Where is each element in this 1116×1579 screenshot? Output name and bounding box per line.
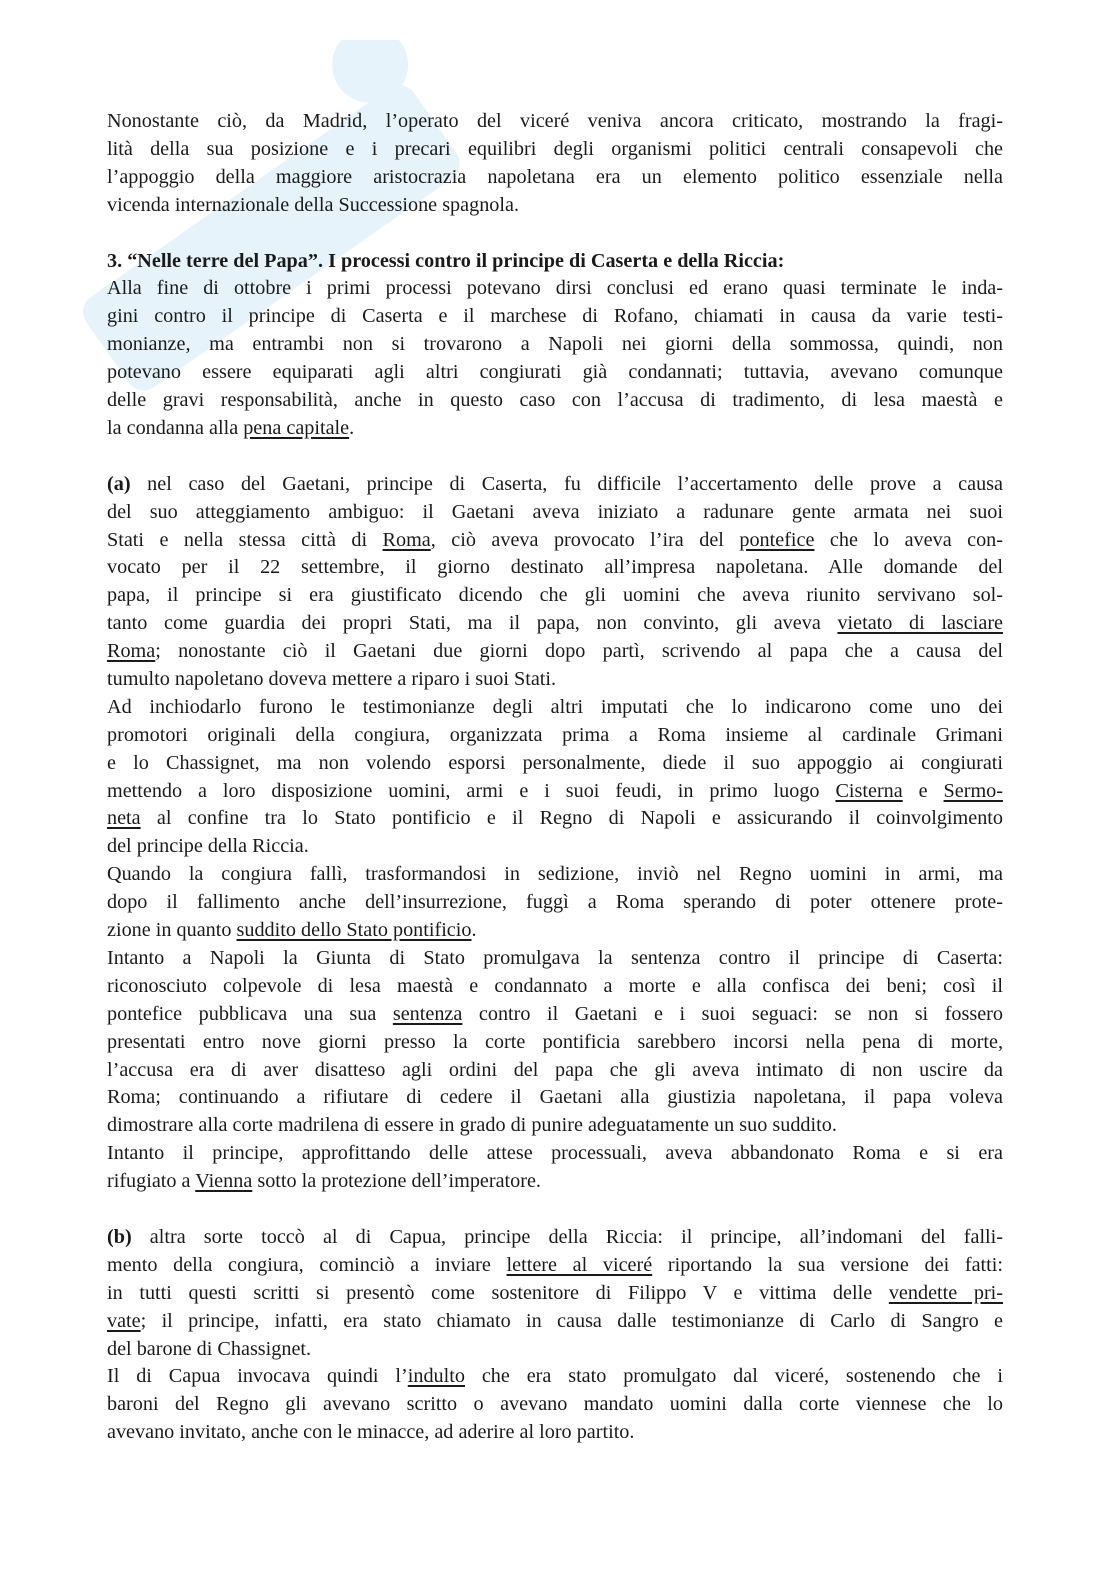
paragraph-overview	[107, 275, 1003, 442]
text-line: (b) altra sorte toccò al di Capua, principe della Riccia: il principe, all’indomani del falli-	[107, 1225, 1003, 1248]
text-line: Quando la congiura fallì, trasformandosi in sedizione, inviò nel Regno uomini in armi, ma	[107, 863, 1003, 886]
text-line: e lo Chassignet, ma non volendo esporsi personalmente, diede il suo appoggio ai congiurati	[107, 751, 1003, 774]
text-line: Intanto il principe, approfittando delle attese processuali, aveva abbandonato Roma e si era	[107, 1142, 1003, 1165]
underlined-term: pontefice	[739, 528, 815, 551]
underlined-term: Roma	[107, 640, 156, 663]
text-line: in tutti questi scritti si presentò come sostenitore di Filippo V e vittima delle vendette pri-	[107, 1281, 1004, 1304]
text-line: mento della congiura, cominciò a inviare lettere al viceré riportando la sua versione dei fatti:	[107, 1253, 1003, 1276]
paragraph-flight	[107, 861, 1003, 945]
text-line: dimostrare alla corte madrilena di essere in grado di punire adeguatamente un suo suddito.	[107, 1114, 837, 1137]
underlined-term: Vienna	[195, 1170, 253, 1193]
text-line: l’appoggio della maggiore aristocrazia napoletana era un elemento politico essenziale nella	[107, 165, 1003, 188]
text-line: vate; il principe, infatti, era stato chiamato in causa dalle testimonianze di Carlo di Sangro e	[107, 1309, 1003, 1332]
paragraph-vienna	[107, 1140, 1003, 1196]
paragraph-sentence	[107, 945, 1003, 1140]
text-line: promotori originali della congiura, organizzata prima a Roma insieme al cardinale Grimani	[107, 723, 1003, 746]
text-line: tanto come guardia dei propri Stati, ma il papa, non convinto, gli aveva vietato di lasciare	[107, 612, 1003, 635]
text-line: l’accusa era di aver disatteso agli ordini del papa che gli aveva intimato di non uscire da	[107, 1058, 1003, 1081]
underlined-term: Sermo-	[943, 779, 1003, 802]
text-line: Stati e nella stessa città di Roma, ciò aveva provocato l’ira del pontefice che lo aveva con-	[107, 528, 1003, 551]
paragraph-accusations	[107, 694, 1003, 861]
underlined-term: pena capitale	[243, 416, 350, 439]
text-line: riconosciuto colpevole di lesa maestà e condannato a morte e alla confisca dei beni; così il	[107, 974, 1003, 997]
section-title: 3. “Nelle terre del Papa”. I processi contro il principe di Caserta e della Riccia:	[107, 249, 785, 272]
paragraph-intro	[107, 108, 1003, 220]
text-line: del barone di Chassignet.	[107, 1337, 312, 1360]
underlined-term: vate	[107, 1309, 141, 1332]
paragraph-a	[107, 471, 1003, 694]
section-heading	[107, 248, 1003, 276]
text-line: vocato per il 22 settembre, il giorno destinato all’impresa napoletana. Alle domande del	[107, 556, 1003, 579]
text-line: Alla fine di ottobre i primi processi potevano dirsi conclusi ed erano quasi terminate le inda-	[107, 277, 1003, 300]
text-line: Roma; continuando a rifiutare di cedere il Gaetani alla giustizia napoletana, il papa voleva	[107, 1086, 1003, 1109]
text-line: pontefice pubblicava una sua sentenza contro il Gaetani e i suoi seguaci: se non si fossero	[107, 1002, 1003, 1025]
text-line: Nonostante ciò, da Madrid, l’operato del viceré veniva ancora criticato, mostrando la fragi-	[107, 110, 1003, 132]
text-line: potevano essere equiparati agli altri congiurati già condannati; tuttavia, avevano comunque	[107, 361, 1003, 384]
underlined-term: sentenza	[392, 1002, 463, 1025]
text-line: mettendo a loro disposizione uomini, armi e i suoi feudi, in primo luogo Cisterna e Sermo-	[107, 779, 1003, 802]
text-line: baroni del Regno gli avevano scritto o avevano mandato uomini dalla corte viennese che lo	[107, 1393, 1003, 1416]
text-line: dopo il fallimento anche dell’insurrezione, fuggì a Roma sperando di poter ottenere prote-	[107, 891, 1003, 914]
text-line: lità della sua posizione e i precari equilibri degli organismi politici centrali consapevoli che	[107, 137, 1003, 160]
text-line: la condanna alla pena capitale.	[107, 416, 355, 439]
item-label-b: (b)	[107, 1225, 132, 1248]
text-line: neta al confine tra lo Stato pontificio e il Regno di Napoli e assicurando il coinvolgimento	[107, 807, 1003, 830]
text-line: rifugiato a Vienna sotto la protezione dell’imperatore.	[107, 1170, 541, 1193]
underlined-term: suddito dello Stato pontificio	[236, 919, 472, 942]
paragraph-indulto	[107, 1363, 1003, 1447]
text-line: zione in quanto suddito dello Stato pontificio.	[107, 919, 477, 942]
text-line: del suo atteggiamento ambiguo: il Gaetani aveva iniziato a radunare gente armata nei suoi	[107, 500, 1003, 523]
underlined-term: Cisterna	[835, 779, 903, 802]
text-line: vicenda internazionale della Successione spagnola.	[107, 193, 520, 216]
text-line: gini contro il principe di Caserta e il marchese di Rofano, chiamati in causa da varie testi-	[107, 305, 1003, 328]
underlined-term: vendette pri-	[888, 1281, 1004, 1304]
underlined-term: lettere al viceré	[506, 1253, 653, 1276]
text-line: tumulto napoletano doveva mettere a riparo i suoi Stati.	[107, 668, 557, 691]
text-line: Intanto a Napoli la Giunta di Stato promulgava la sentenza contro il principe di Caserta:	[107, 946, 1003, 969]
underlined-term: neta	[107, 807, 141, 830]
text-line: Il di Capua invocava quindi l’indulto che era stato promulgato dal viceré, sostenendo che i	[107, 1365, 1003, 1388]
text-line: Ad inchiodarlo furono le testimonianze degli altri imputati che lo indicarono come uno dei	[107, 695, 1003, 718]
underlined-term: Roma	[382, 528, 431, 551]
text-line: monianze, ma entrambi non si trovarono a Napoli nei giorni della sommossa, quindi, non	[107, 333, 1003, 356]
underlined-term: vietato di lasciare	[837, 612, 1003, 635]
text-line: avevano invitato, anche con le minacce, ad aderire al loro partito.	[107, 1421, 635, 1444]
text-line: papa, il principe si era giustificato dicendo che gli uomini che aveva riunito servivano sol-	[107, 584, 1003, 607]
text-line: (a) nel caso del Gaetani, principe di Caserta, fu difficile l’accertamento delle prove a causa	[107, 472, 1003, 495]
item-label-a: (a)	[107, 472, 131, 495]
text-line: delle gravi responsabilità, anche in questo caso con l’accusa di tradimento, di lesa maestà e	[107, 389, 1003, 412]
paragraph-b	[107, 1224, 1003, 1363]
text-line: Roma; nonostante ciò il Gaetani due giorni dopo partì, scrivendo al papa che a causa del	[107, 640, 1003, 663]
underlined-term: indulto	[407, 1365, 465, 1388]
document-body	[107, 108, 1003, 1447]
text-line: presentati entro nove giorni presso la corte pontificia sarebbero incorsi nella pena di morte,	[107, 1030, 1003, 1053]
text-line: del principe della Riccia.	[107, 835, 309, 858]
